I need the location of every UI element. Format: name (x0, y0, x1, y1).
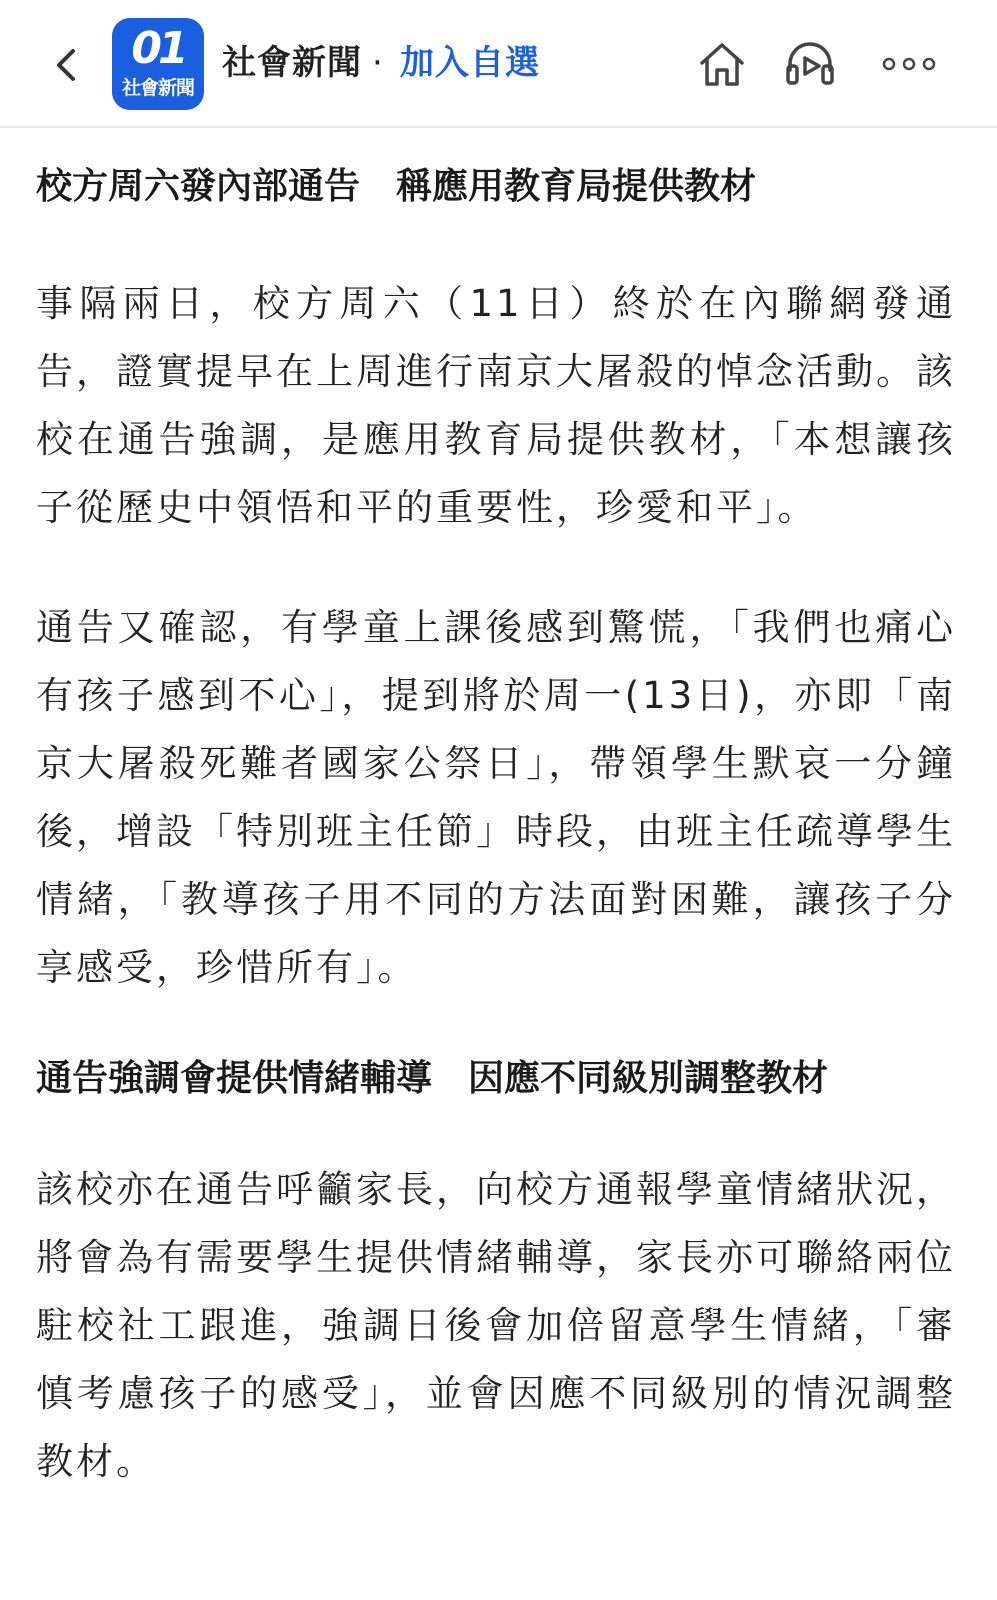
article-body (36, 150, 956, 1496)
more-dots-icon (878, 54, 940, 74)
logo-mark: 01 (131, 23, 185, 74)
headphones-play-icon (782, 36, 838, 92)
back-button[interactable] (44, 40, 88, 90)
article-paragraph-1: 事隔兩日，校方周六（11日）終於在內聯網發通告，證實提早在上周進行南京大屠殺的悼念活動。該校在通告強調，是應用教育局提供教材，「本想讓孩子從歷史中領悟和平的重要性，珍愛和平」。 (36, 282, 956, 529)
home-icon (696, 38, 748, 90)
top-navigation-bar (0, 0, 997, 128)
article-paragraph-3: 該校亦在通告呼籲家長，向校方通報學童情緒狀況，將會為有需要學生提供情緒輔導，家長亦可聯絡兩位駐校社工跟進，強調日後會加倍留意學生情緒，「審慎考慮孩子的感受」，並會因應不同級別的情況調整教材。 (36, 1168, 956, 1483)
title-separator: · (372, 43, 383, 83)
follow-channel-link[interactable]: 加入自選 (400, 43, 540, 83)
home-button[interactable] (694, 36, 750, 92)
article-subhead-1: 校方周六發內部通告 稱應用教育局提供教材 (36, 166, 757, 207)
article-subhead-2: 通告強調會提供情緒輔導 因應不同級別調整教材 (36, 1058, 829, 1099)
chevron-left-icon (51, 45, 81, 85)
logo-text: 社會新聞 (121, 77, 194, 99)
channel-logo[interactable] (112, 18, 204, 110)
more-button[interactable] (876, 36, 942, 92)
channel-name[interactable]: 社會新聞 (222, 43, 362, 83)
article-paragraph-2: 通告又確認，有學童上課後感到驚慌，「我們也痛心有孩子感到不心」，提到將於周一(13日)，亦即「南京大屠殺死難者國家公祭日」，帶領學生默哀一分鐘後，增設「特別班主任節」時段，由班主任疏導學生情緒，「教導孩子用不同的方法面對困難，讓孩子分享感受，珍惜所有」。 (36, 606, 956, 989)
listen-button[interactable] (782, 36, 838, 92)
